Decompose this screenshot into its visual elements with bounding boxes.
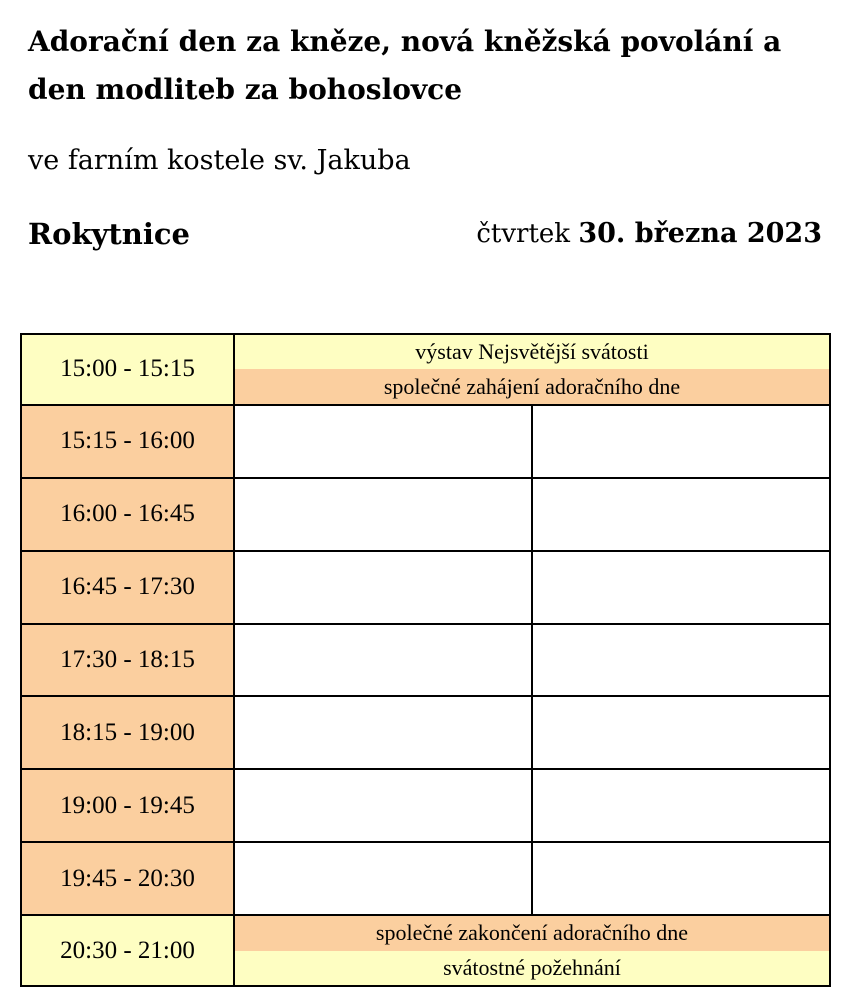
schedule-row: [21, 696, 830, 769]
place-name: Rokytnice: [28, 217, 190, 251]
signup-cell-left[interactable]: [234, 478, 532, 551]
schedule-row: [21, 842, 830, 915]
signup-cell-right[interactable]: [532, 769, 830, 842]
signup-cell-right[interactable]: [532, 478, 830, 551]
adoration-schedule-table: [20, 333, 831, 987]
closing-activity-1: společné zakončení adoračního dne: [234, 915, 830, 950]
signup-cell-right[interactable]: [532, 842, 830, 915]
slot-time: 15:15 - 16:00: [21, 405, 234, 478]
schedule-row: [21, 478, 830, 551]
schedule-row: [21, 769, 830, 842]
signup-cell-right[interactable]: [532, 696, 830, 769]
schedule-row: [21, 405, 830, 478]
signup-cell-left[interactable]: [234, 624, 532, 697]
opening-row-top: [21, 334, 830, 369]
slot-time: 19:45 - 20:30: [21, 842, 234, 915]
slot-time: 16:00 - 16:45: [21, 478, 234, 551]
signup-cell-left[interactable]: [234, 842, 532, 915]
signup-cell-left[interactable]: [234, 696, 532, 769]
slot-time: 17:30 - 18:15: [21, 624, 234, 697]
opening-activity-1: výstav Nejsvětější svátosti: [234, 334, 830, 369]
closing-activity-2: svátostné požehnání: [234, 951, 830, 987]
slot-time: 16:45 - 17:30: [21, 551, 234, 624]
signup-cell-left[interactable]: [234, 551, 532, 624]
event-date: [476, 212, 822, 256]
signup-cell-left[interactable]: [234, 769, 532, 842]
weekday: čtvrtek: [476, 219, 571, 249]
signup-cell-right[interactable]: [532, 624, 830, 697]
slot-time: 18:15 - 19:00: [21, 696, 234, 769]
closing-row-top: [21, 915, 830, 950]
document-title: Adorační den za kněze, nová kněžská povolání a den modliteb za bohoslovce: [28, 25, 782, 106]
slot-time: 19:00 - 19:45: [21, 769, 234, 842]
opening-activity-2: společné zahájení adoračního dne: [234, 369, 830, 404]
signup-cell-right[interactable]: [532, 405, 830, 478]
schedule-row: [21, 551, 830, 624]
schedule-row: [21, 624, 830, 697]
signup-cell-left[interactable]: [234, 405, 532, 478]
opening-time: 15:00 - 15:15: [21, 334, 234, 405]
signup-cell-right[interactable]: [532, 551, 830, 624]
date-value: 30. března 2023: [578, 218, 822, 249]
document-subtitle: ve farním kostele sv. Jakuba: [28, 145, 411, 176]
closing-time: 20:30 - 21:00: [21, 915, 234, 986]
